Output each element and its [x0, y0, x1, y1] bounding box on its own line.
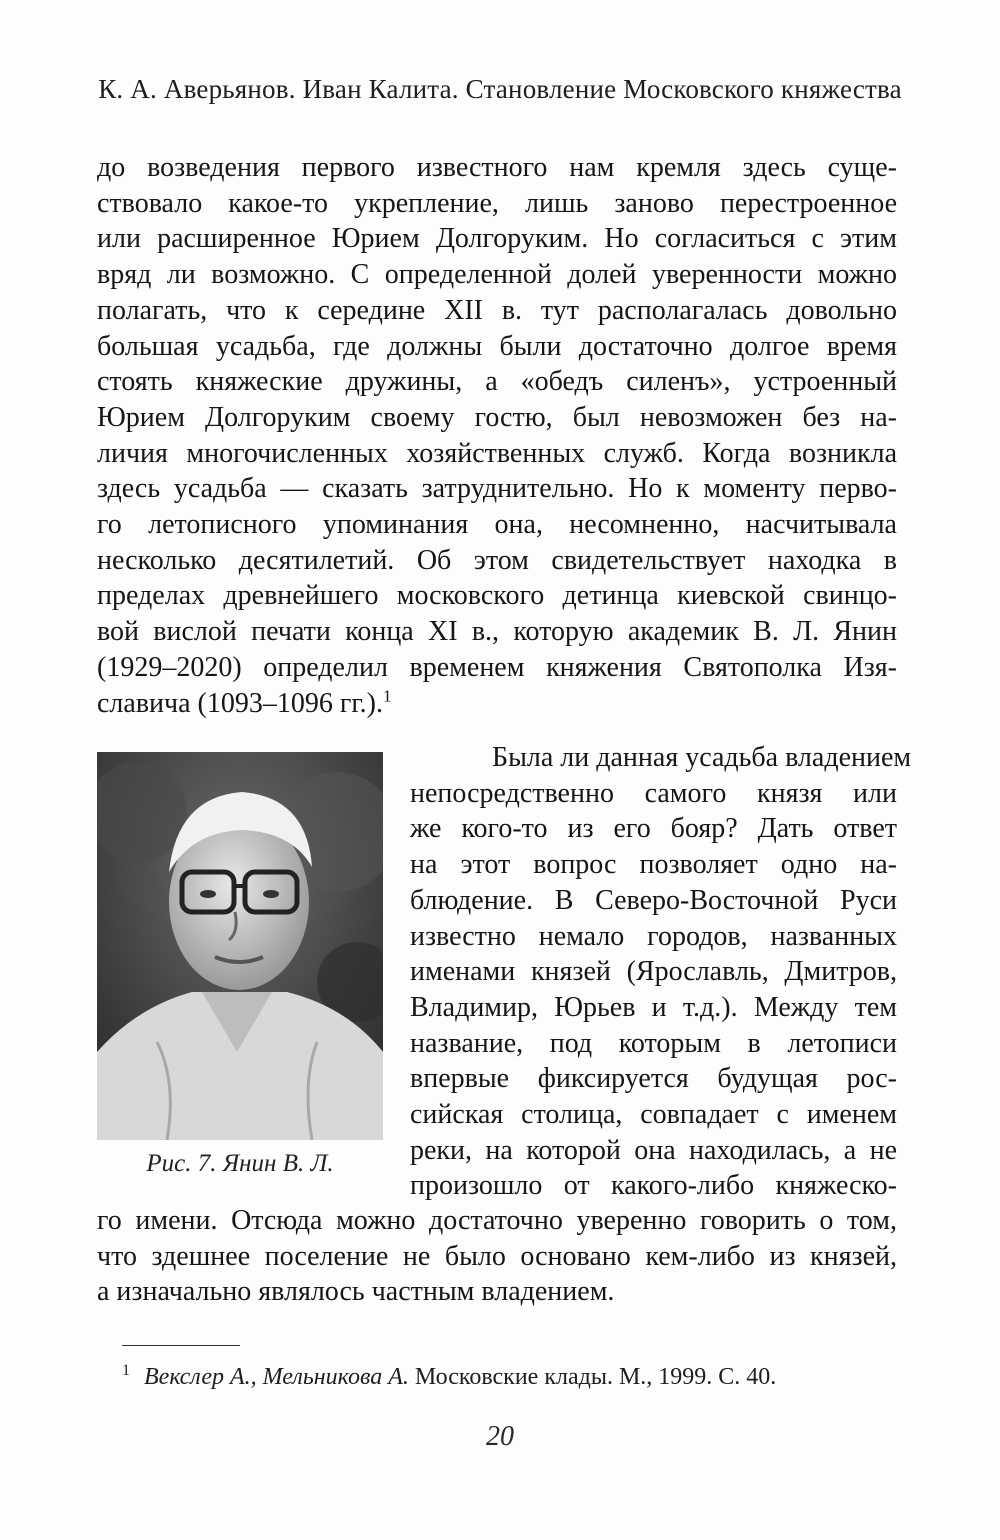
text-line: личия многочисленных хозяйственных служб. Когда возникла: [97, 437, 897, 469]
text-line: Юрием Долгоруким своему гостю, был невозможен без на-: [97, 401, 897, 433]
page-number: 20: [486, 1421, 514, 1452]
text-line: название, под которым в летописи: [410, 1027, 897, 1059]
text-line: Была ли данная усадьба владением: [492, 742, 912, 773]
footnote-mark: 1: [122, 1362, 130, 1379]
paragraph-2-wrapped: [410, 740, 912, 1204]
portrait-photo: [97, 752, 383, 1140]
figure-caption: Рис. 7. Янин В. Л.: [146, 1150, 334, 1177]
text-line: несколько десятилетий. Об этом свидетельствует находка в: [97, 544, 897, 576]
text-line-last: [97, 686, 897, 722]
paragraph-2-full-width: [97, 1203, 897, 1310]
text-line: до возведения первого известного нам кремля здесь суще-: [97, 152, 897, 183]
portrait-illustration: [97, 752, 383, 1140]
text-line-last-content: славича (1093–1096 гг.).: [97, 687, 384, 719]
text-line: (1929–2020) определил временем княжения Святополка Изя-: [97, 651, 897, 683]
running-head: К. А. Аверьянов. Иван Калита. Становление Московского княжества: [98, 74, 902, 104]
text-line: Владимир, Юрьев и т.д.). Между тем: [410, 991, 897, 1023]
paragraph-1: [97, 150, 897, 721]
text-line: известно немало городов, названных: [410, 920, 897, 952]
footnote: [122, 1355, 882, 1393]
footnote-text: Московские клады. М., 1999. С. 40.: [408, 1364, 777, 1390]
footnote-authors: Векслер А., Мельникова А.: [144, 1364, 409, 1390]
text-line: вой вислой печати конца XI в., которую академик В. Л. Янин: [97, 616, 897, 648]
text-line: стоять княжеские дружины, а «обедъ силенъ», устроенный: [97, 366, 897, 398]
footnote-separator: [122, 1345, 240, 1346]
text-line: здесь усадьба — сказать затруднительно. Но к моменту перво-: [97, 473, 897, 505]
text-line: го летописного упоминания она, несомненно, насчитывала: [97, 509, 897, 541]
text-line: пределах древнейшего московского детинца киевской свинцо-: [97, 580, 897, 612]
text-line: произошло от какого-либо княжеско-: [410, 1170, 897, 1202]
text-line: на этот вопрос позволяет одно на-: [410, 849, 897, 881]
text-line-last: а изначально являлось частным владением.: [97, 1276, 615, 1308]
text-line: что здешнее поселение не было основано кем-либо из князей,: [97, 1240, 897, 1272]
text-line: впервые фиксируется будущая рос-: [410, 1063, 897, 1095]
text-line: большая усадьба, где должны были достаточно долгое время: [97, 330, 897, 362]
text-line: ствовало какое-то укрепление, лишь заново перестроенное: [97, 187, 897, 219]
text-line: полагать, что к середине XII в. тут располагалась довольно: [97, 294, 897, 326]
text-line: же кого-то из его бояр? Дать ответ: [410, 813, 897, 845]
footnote-reference[interactable]: 1: [383, 686, 392, 706]
text-line: го имени. Отсюда можно достаточно уверенно говорить о том,: [97, 1205, 897, 1236]
text-line: сийская столица, совпадает с именем: [410, 1099, 897, 1131]
text-line: реки, на которой она находилась, а не: [410, 1134, 897, 1166]
text-line: именами князей (Ярославль, Дмитров,: [410, 956, 897, 988]
text-line: блюдение. В Северо-Восточной Руси: [410, 884, 897, 916]
text-line: непосредственно самого князя или: [410, 777, 897, 809]
text-line: вряд ли возможно. С определенной долей уверенности можно: [97, 259, 897, 291]
text-line: или расширенное Юрием Долгоруким. Но согласиться с этим: [97, 223, 897, 255]
